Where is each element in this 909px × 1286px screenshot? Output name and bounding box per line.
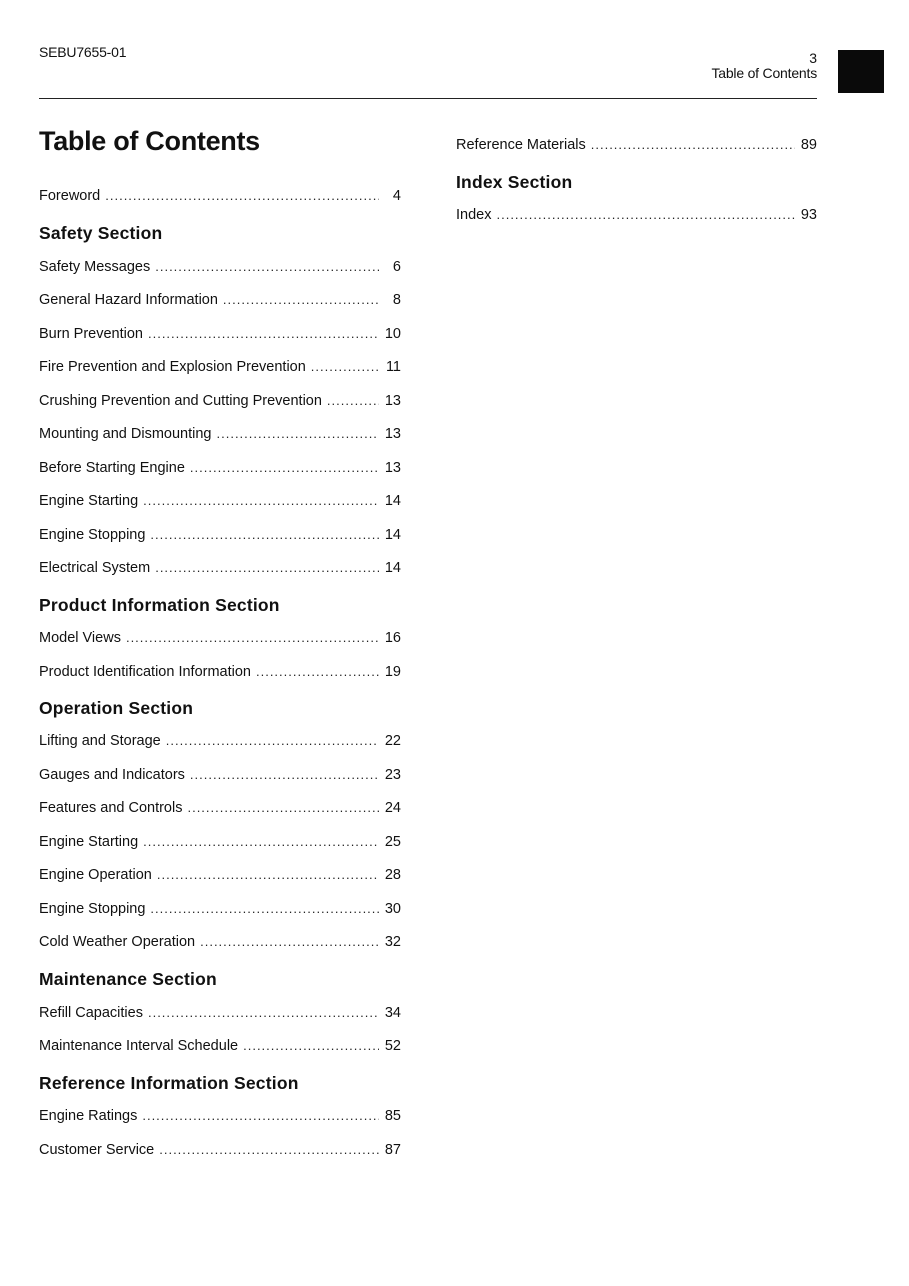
toc-entry[interactable] <box>39 1142 401 1162</box>
toc-entry[interactable] <box>39 733 401 753</box>
toc-entry[interactable] <box>39 1108 401 1128</box>
dot-leader <box>256 664 379 679</box>
toc-entry-label: Reference Materials <box>456 137 586 153</box>
section-heading-operation: Operation Section <box>39 698 194 718</box>
toc-entry-page: 23 <box>384 767 401 783</box>
toc-entry-label: Model Views <box>39 630 121 646</box>
section-thumb-tab <box>838 50 884 93</box>
toc-entry[interactable] <box>39 292 401 312</box>
toc-entry-label: Features and Controls <box>39 800 183 816</box>
running-title: Table of Contents <box>711 65 817 81</box>
toc-entry-page: 8 <box>392 292 401 308</box>
toc-entry[interactable] <box>456 207 817 227</box>
toc-entry[interactable] <box>39 901 401 921</box>
section-heading-safety: Safety Section <box>39 223 163 243</box>
dot-leader <box>126 630 379 645</box>
dot-leader <box>150 901 378 916</box>
toc-entry-page: 4 <box>392 188 401 204</box>
dot-leader <box>190 460 379 475</box>
toc-right-column <box>456 0 817 1286</box>
toc-entry-page: 52 <box>384 1038 401 1054</box>
toc-entry[interactable] <box>39 1038 401 1058</box>
page-title: Table of Contents <box>39 126 260 156</box>
toc-entry-label: Customer Service <box>39 1142 155 1158</box>
dot-leader <box>157 867 379 882</box>
dot-leader <box>243 1038 379 1053</box>
toc-entry-label: Lifting and Storage <box>39 733 161 749</box>
toc-entry-page: 11 <box>385 359 401 375</box>
toc-entry[interactable] <box>39 460 401 480</box>
toc-entry-label: Product Identification Information <box>39 664 251 680</box>
dot-leader <box>187 800 378 815</box>
section-heading-product-information: Product Information Section <box>39 595 280 615</box>
toc-entry-label: Engine Ratings <box>39 1108 138 1124</box>
dot-leader <box>148 1005 379 1020</box>
toc-entry-page: 22 <box>384 733 401 749</box>
toc-entry[interactable] <box>39 867 401 887</box>
dot-leader <box>591 137 795 152</box>
toc-entry-label: Foreword <box>39 188 101 204</box>
dot-leader <box>155 560 379 575</box>
toc-entry-page: 13 <box>384 393 401 409</box>
toc-entry-page: 87 <box>384 1142 401 1158</box>
toc-entry-label: Burn Prevention <box>39 326 143 342</box>
document-id: SEBU7655-01 <box>39 44 127 60</box>
dot-leader <box>148 326 379 341</box>
toc-entry[interactable] <box>39 800 401 820</box>
toc-entry[interactable] <box>39 393 401 413</box>
toc-entry-label: Mounting and Dismounting <box>39 426 212 442</box>
toc-entry-page: 24 <box>384 800 401 816</box>
toc-entry-page: 14 <box>384 560 401 576</box>
dot-leader <box>143 834 379 849</box>
toc-entry[interactable] <box>39 1005 401 1025</box>
section-heading-index: Index Section <box>456 172 573 192</box>
dot-leader <box>159 1142 379 1157</box>
dot-leader <box>105 188 379 203</box>
page-number: 3 <box>809 50 817 66</box>
section-heading-reference-information: Reference Information Section <box>39 1073 299 1093</box>
dot-leader <box>223 292 379 307</box>
dot-leader <box>190 767 379 782</box>
toc-entry[interactable] <box>39 767 401 787</box>
toc-entry-page: 6 <box>392 259 401 275</box>
toc-entry-page: 93 <box>800 207 817 223</box>
toc-entry-label: Engine Stopping <box>39 901 146 917</box>
toc-entry-page: 25 <box>384 834 401 850</box>
toc-entry-label: Maintenance Interval Schedule <box>39 1038 239 1054</box>
toc-entry-page: 14 <box>384 527 401 543</box>
toc-entry-label: Engine Starting <box>39 493 139 509</box>
toc-entry-page: 14 <box>384 493 401 509</box>
toc-entry-page: 34 <box>384 1005 401 1021</box>
toc-entry-page: 89 <box>800 137 817 153</box>
toc-entry-label: Refill Capacities <box>39 1005 143 1021</box>
toc-entry-page: 13 <box>384 460 401 476</box>
toc-entry[interactable] <box>39 834 401 854</box>
toc-entry-label: General Hazard Information <box>39 292 218 308</box>
toc-left-column <box>39 0 401 1286</box>
toc-entry-page: 13 <box>384 426 401 442</box>
toc-entry-page: 10 <box>384 326 401 342</box>
toc-entry-page: 32 <box>384 934 401 950</box>
toc-entry[interactable] <box>39 426 401 446</box>
toc-entry-label: Before Starting Engine <box>39 460 185 476</box>
toc-entry[interactable] <box>39 630 401 650</box>
dot-leader <box>311 359 379 374</box>
toc-entry[interactable] <box>39 527 401 547</box>
toc-entry[interactable] <box>39 560 401 580</box>
toc-entry-label: Index <box>456 207 492 223</box>
toc-entry-label: Fire Prevention and Explosion Prevention <box>39 359 306 375</box>
dot-leader <box>143 493 379 508</box>
toc-entry[interactable] <box>39 934 401 954</box>
dot-leader <box>200 934 379 949</box>
toc-entry-label: Engine Operation <box>39 867 152 883</box>
toc-entry-page: 30 <box>384 901 401 917</box>
toc-entry-label: Engine Starting <box>39 834 139 850</box>
toc-entry[interactable] <box>39 664 401 684</box>
dot-leader <box>327 393 379 408</box>
section-heading-maintenance: Maintenance Section <box>39 969 217 989</box>
toc-entry-page: 85 <box>384 1108 401 1124</box>
toc-entry[interactable] <box>39 326 401 346</box>
toc-entry-label: Engine Stopping <box>39 527 146 543</box>
dot-leader <box>142 1108 379 1123</box>
toc-entry[interactable] <box>39 259 401 279</box>
toc-entry[interactable] <box>39 359 401 379</box>
toc-entry-label: Safety Messages <box>39 259 151 275</box>
toc-entry-label: Gauges and Indicators <box>39 767 185 783</box>
toc-entry-label: Cold Weather Operation <box>39 934 196 950</box>
toc-entry-label: Crushing Prevention and Cutting Prevention <box>39 393 322 409</box>
toc-entry-page: 16 <box>384 630 401 646</box>
toc-entry-page: 28 <box>384 867 401 883</box>
toc-entry-page: 19 <box>384 664 401 680</box>
dot-leader <box>155 259 379 274</box>
toc-entry[interactable] <box>456 137 817 157</box>
dot-leader <box>150 527 378 542</box>
dot-leader <box>166 733 379 748</box>
dot-leader <box>217 426 379 441</box>
dot-leader <box>496 207 794 222</box>
toc-entry[interactable] <box>39 493 401 513</box>
toc-entry-foreword[interactable] <box>39 188 401 208</box>
toc-entry-label: Electrical System <box>39 560 151 576</box>
